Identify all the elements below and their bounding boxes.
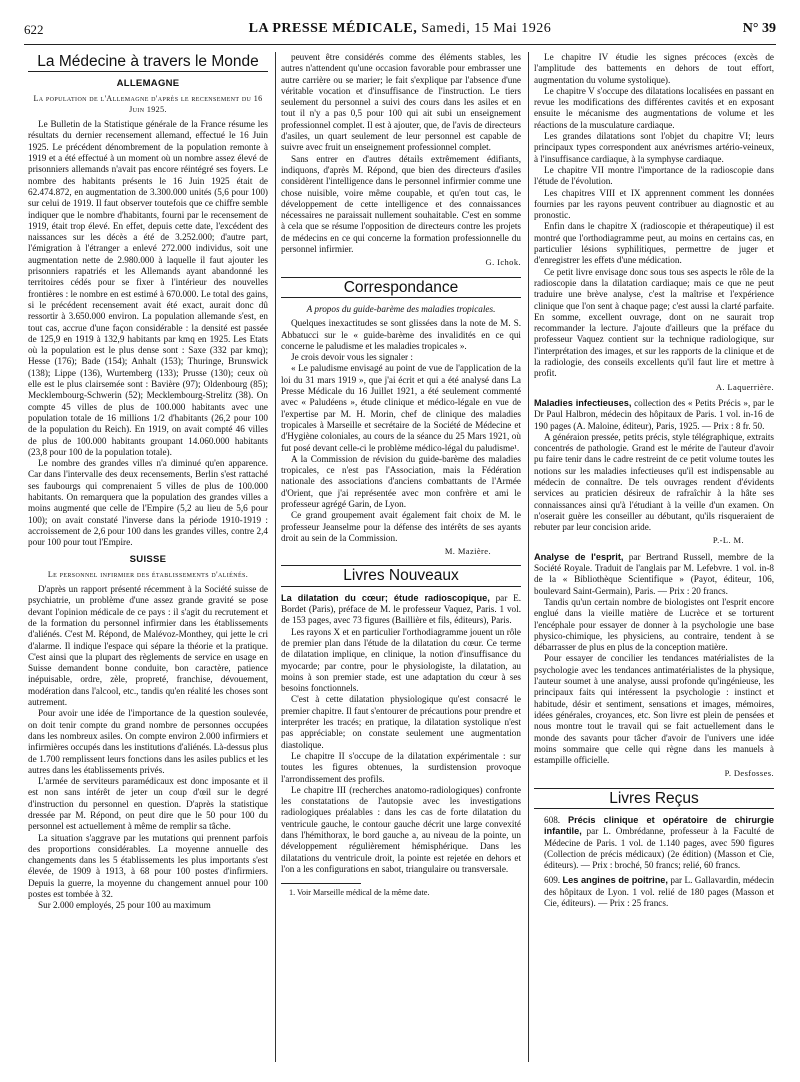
signature: A. Laquerrière.: [715, 381, 774, 392]
signature: P.-L. M.: [712, 535, 744, 546]
paragraph: Tandis qu'un certain nombre de biologistes ont l'esprit encore englué dans la vieille matière de Lucrèce et se torturent l'encéphale pour essayer de donner à la psychologie une base physico-chimique, les physiciens, au contraire, tendent à se débarrasser de plus en plus de la conception matière.: [534, 596, 774, 653]
correspondance-subtitle: A propos du guide-barème des maladies tropicales.: [306, 303, 496, 314]
paragraph: D'après un rapport présenté récemment à la Société suisse de psychiatrie, un problème d'une assez grande gravité se pose devant l'opinion médicale de ce pays : il s'agit du recrutement et de la formation du personnel infirmier dans les établissements d'aliénés. C'est M. Répond, de Malévoz-Monthey, qui jette le cri d'alarme. Il indique l'espace qui sépare la théorie et la pratique. C'est ainsi que la plupart des règlements de service en usage en Suisse demandent bonne conduite, bon caractère, patience inépuisable, ordre, zèle, propreté, franchise, dévouement, modération dans l'alcool, etc., tandis qu'en réalité les choses sont autrement.: [28, 584, 268, 708]
footnote-rule: [281, 883, 361, 884]
paragraph: Le chapitre VII montre l'importance de la radioscopie dans l'étude de l'évolution.: [534, 164, 774, 187]
item-number: 609.: [544, 875, 561, 886]
paragraph: Quelques inexactitudes se sont glissées dans la note de M. S. Abbatucci sur le « guide-barème des invalidités en ce qui concerne le paludisme et les maladies tropicales ».: [281, 318, 521, 351]
heading-allemagne: ALLEMAGNE: [116, 78, 180, 90]
review-title: Maladies infectieuses,: [534, 397, 632, 408]
section-title-livres-nouveaux: Livres Nouveaux: [281, 565, 521, 586]
journal-name: LA PRESSE MÉDICALE,: [248, 21, 418, 36]
paragraph: Sans entrer en d'autres détails extrêmement édifiants, indiquons, d'après M. Répond, que bien des directeurs d'asiles considèrent l'intelligence dans le personnel infirmier comme une chose nuisible, voire même coupable, et qu'en tout cas, le développement de cette intelligence et des connaissances nécessaires ne paraissait nullement souhaitable. C'est en somme à cela que se résume l'opposition de directeurs contre les projets de médecins en ce qui concerne la formation professionnelle du personnel infirmier.: [281, 153, 521, 255]
signature: M. Mazière.: [444, 546, 491, 557]
subheading-suisse: Le personnel infirmier des établissements d'aliénés.: [47, 569, 249, 579]
column-divider: [275, 52, 276, 1062]
item-details: par L. Ombrédanne, professeur à la Faculté de Médecine de Paris. 1 vol. de 1.140 pages, avec 590 figures (Collection de précis médicaux) (2e édition) (Masson et Cie, éditeurs). — Prix : broché, 50 francs; relié, 60 francs.: [544, 826, 774, 871]
review-heading: [534, 398, 774, 432]
review-author: par E. Bordet (Paris), préface de M. le professeur Vaquez, Paris. 1 vol. de 153 pages, avec 73 figures (Baillière et fils, éditeurs), Paris.: [281, 592, 522, 626]
paragraph: Ce grand groupement avait également fait choix de M. le professeur Jeanselme pour la défense des intérêts de ses ayants droit au sein de la Commission.: [281, 510, 521, 543]
paragraph: Le chapitre II s'occupe de la dilatation expérimentale : sur toutes les figures obtenues, la surdistension provoque l'arrondissement des profils.: [281, 750, 521, 784]
paragraph: Les rayons X et en particulier l'orthodiagramme jouent un rôle de premier plan dans l'étude de la dilatation du cœur. Ce terme de dilatation implique, en clinique, la notion d'insuffisance du myocarde; par contre, pour le physiologiste, la dilatation, au moins à son premier stade, est une adaptation du cœur à ses besoins fonctionnels.: [281, 626, 521, 694]
column-3: [534, 52, 774, 909]
list-item: [534, 875, 774, 909]
item-details: par L. Gallavardin, médecin des hôpitaux de Lyon. 1 vol. relié de 180 pages (Masson et Cie, éditeurs). — Prix : 25 francs.: [544, 875, 774, 909]
paragraph: L'armée de serviteurs paramédicaux est donc imposante et il est non sans intérêt de jeter un coup d'œil sur le degré d'instruction du personnel en question. D'après la statistique dressée par M. Répond, on peut dire que le 50 pour 100 du personnel est actuellement à même de remplir sa tâche.: [28, 776, 268, 832]
section-title-livres-recus: Livres Reçus: [534, 788, 774, 809]
paragraph: Le chapitre IV étudie les signes précoces (excès de l'amplitude des battements en dehors de tout effort, augmentation du volume systolique).: [534, 52, 774, 85]
paragraph: Le Bulletin de la Statistique générale de la France résume les résultats du dernier recensement allemand, effectué le 16 Juin 1925. Le précédent dénombrement de la population remonte à 1919 et a été effectué à un moment où un nombre assez élevé de prisonniers allemands n'avait pas encore réintégré ses foyers. Le nombre des habitants présents le 16 Juin 1925 était de 62.474.872, en augmentation de 3.300.000 unités (5,6 pour 100) sur celui de 1919. Il faut observer toutefois que ce chiffre semble indiquer que le nombre d'habitants, fourni par le recensement de 1919, était trop élevé. En effet, depuis cette date, l'excédent des naissances sur les décès a été de 3.252.000; d'autre part, l'émigration à l'étranger a enlevé 272.000 individus, soit une augmentation nette de 2.980.000 à laquelle il faut ajouter les prisonniers rapatriés et les Allemands ayant abandonné les territoires cédés pour se fixer à l'intérieur des nouvelles frontières : le nombre en est estimé à 670.000. Le total des gains, si le précédent recensement avait été exact, aurait donc dû ressortir à 3.650.000 environ. La population allemande s'est, en tout cas, accrue d'une façon considérable : la densité est passée de 125,9 en 1919 à 132,9 habitants par kmq en 1925. Les Etats où la population est le plus dense sont : Saxe (332 par kmq); Hesse (176); Bade (154); Anhalt (153); Thuringe, Brunswick (138); Lippe (136), Wurtemberg (133); Prusse (130); ceux où elle est le plus clairsemée sont : Bavière (97); Oldenbourg (85); Mecklembourg-Schwerin (52); Mecklembourg-Strelitz (38). On compte 45 villes de plus de 100.000 habitants avec une population totale de 16 millions 1/2 d'habitants (26,2 pour 100 de la population du Reich). En 1919, on avait compté 46 villes de plus de 100.000 habitants groupant 14.060.000 habitants (23,8 pour 100 de la population totale).: [28, 119, 268, 457]
paragraph: Ce petit livre envisage donc sous tous ses aspects le rôle de la radioscopie dans la dilatation cardiaque; mais ce que ne peut traduire une brève analyse, c'est la maîtrise et l'expérience clinique que l'on sent à chaque page; c'est aussi la clarté parfaite. En somme, excellent ouvrage, dont on ne saurait trop recommander la lecture. J'ajoute d'ailleurs que la préface du professeur Vaquez contient sur la technique radiologique, sur l'interprétation des images, et sur les rapports de la clinique et de la radiologie, des conseils excellents qu'il faut lire et mettre à profit.: [534, 266, 774, 379]
list-item: [534, 815, 774, 871]
review-heading: [534, 552, 774, 597]
heading-suisse: SUISSE: [129, 554, 167, 566]
column-2: [281, 52, 521, 898]
paragraph: Pour essayer de concilier les tendances matérialistes de la psychologie avec les tendances antimatérialistes de la physique, l'auteur soumet à une analyse, aussi profonde qu'ingénieuse, les principaux faits qui intéressent la psychologie : instinct et habitude, désir et sentiment, sensations et images, mémoires, idées générales, croyances, etc. Son livre est plein de pensées et nous montre tout le travail qui se fait actuellement dans le monde des savants pour tâcher d'avoir de l'univers une idée moins sommaire que celle qui règne dans les manuels à estampille officielle.: [534, 653, 774, 766]
paragraph: « Le paludisme envisagé au point de vue de l'application de la loi du 31 mars 1919 », que j'ai écrit et qui a été analysé dans La Presse Médicale du 16 Juillet 1921, a été seulement commenté avec « Paludéens », étude clinique et médico-légale en vue de l'expertise par M. H. Morin, chef de clinique des maladies tropicales à Marseille et secrétaire de la Société de Médecine et d'Hygiène coloniales, au cours de la séance du 25 Mars 1921, où fut posé devant celle-ci le problème médico-légal du paludisme¹.: [281, 363, 521, 453]
section-title-medecine: La Médecine à travers le Monde: [28, 56, 268, 72]
review-title: Analyse de l'esprit,: [534, 551, 624, 562]
paragraph: Sur 2.000 employés, 25 pour 100 au maximum: [38, 900, 211, 911]
paragraph: A généraion pressée, petits précis, style télégraphique, extraits concentrés de pathologie. Grand est le mérite de l'auteur d'avoir pu faire tenir dans le cadre restreint de ce petit volume toutes les notions sur les maladies infectieuses qu'il est indispensable au médecin de connaître. De tels ouvrages rendent d'évidents services au praticien désireux de rafraîchir à la hâte ses connaissances ainsi qu'à l'étudiant à la veille d'un examen. On n'oserait guère les conseiller au débutant, qu'ils risqueraient de rebuter par leur concision aride.: [534, 431, 774, 533]
item-number: 608.: [544, 815, 561, 825]
paragraph: peuvent être considérés comme des éléments stables, les autres n'attendent qu'une occasion favorable pour embrasser une autre carrière ou se marier; le fait s'explique par l'absence d'une véritable vocation et d'insuffisance de l'instruction. Le tiers seulement du personnel a suivi des cours dans les asiles et en tout il n'y a pas 0,5 pour 100 qui ait subi un enseignement professionnel complet. Il est à ajouter, que, de l'avis de directeurs d'asiles, un quart seulement de leur personnel est capable de suivre avec fruit un enseignement professionnel complet.: [281, 52, 521, 153]
paragraph: Les grandes dilatations sont l'objet du chapitre VI; leurs principaux types correspondent aux anévrismes artério-veineux, à l'insuffisance cardiaque, à la symphyse cardiaque.: [534, 131, 774, 164]
paragraph: Le chapitre III (recherches anatomo-radiologiques) confronte les constatations de l'autopsie avec les investigations radiologiques préalables : dans les cas de forte dilatation du ventricule gauche, le contour gauche décrit une large convexité dans l'hémithorax, le bord gauche a, au niveau de la pointe, un développement régulièrement hémisphérique. Dans les dilatations du ventricule droit, la pointe est rejetée en dehors et l'on a les configurations en sabot, triangulaire ou transversale.: [281, 784, 521, 874]
footnote: 1. Voir Marseille médical de la même date.: [289, 888, 430, 898]
column-1: [28, 52, 268, 912]
paragraph: Le nombre des grandes villes n'a diminué qu'en apparence. Car dans l'intervalle des deux recensements, Berlin s'est rattaché ses faubourgs qui comprenaient 5 villes de plus de 100.000 habitants. On remarquera que la population des grandes villes a moins augmenté que celle de l'Empire (5,2 au lieu de 5,6 pour 100); on avait constaté l'inverse dans la période 1910-1919 : accroissement de 2,6 pour 100 dans les grandes villes, contre 2,4 pour 100 pour tout l'Empire.: [28, 458, 268, 548]
item-title: Les angines de poitrine,: [562, 875, 668, 886]
page-number: 622: [24, 22, 44, 37]
signature: G. Ichok.: [485, 257, 521, 268]
section-title-correspondance: Correspondance: [281, 277, 521, 298]
paragraph: Pour avoir une idée de l'importance de la question soulevée, on doit tenir compte du grand nombre de personnes occupées dans les nombreux asiles. On compte environ 2.000 infirmiers et infirmières occupés dans les institutions d'aliénés. Là-dessus plus de 1.700 remplissent leurs fonctions dans les asiles publics et les autres dans les établissements privés.: [28, 708, 268, 775]
paragraph: Enfin dans le chapitre X (radioscopie et thérapeutique) il est montré que l'orthodiagramme peut, au moins en certains cas, en particulier lésions syphilitiques, permettre de juger et d'enregistrer les effets d'une médication.: [534, 221, 774, 266]
signature: P. Desfosses.: [724, 768, 774, 779]
review-heading: [281, 593, 521, 627]
page-header: [24, 18, 776, 42]
paragraph: Les chapitres VIII et IX apprennent comment les données fournies par les rayons peuvent contribuer au diagnostic et au pronostic.: [534, 187, 774, 221]
paragraph: A la Commission de révision du guide-barème des maladies tropicales, ce n'est pas l'Association, mais la Fédération nationale des associations d'anciens combattants de l'Armée d'Orient, que j'ai représentée avec mon confrère et ami le professeur agrégé Garin, de Lyon.: [281, 453, 521, 509]
header-rule: [24, 44, 776, 45]
review-author: collection des « Petits Précis », par le Dr Paul Halbron, médecin des hôpitaux de Paris. 1 vol. in-16 de 190 pages (A. Maloine, éditeur), Paris, 1925. — Prix : 8 fr. 50.: [534, 397, 774, 431]
issue-date: Samedi, 15 Mai 1926: [417, 21, 552, 36]
paragraph: Le chapitre V s'occupe des dilatations localisées en passant en revue les modifications des différentes cavités et en exposant ensuite le mécanisme des augmentations de volume et les réactions de la musculature cardiaque.: [534, 85, 774, 130]
paragraph: Je crois devoir vous les signaler :: [291, 352, 413, 363]
subheading-allemagne: La population de l'Allemagne d'après le recensement du 16 Juin 1925.: [33, 93, 263, 114]
issue-number: N° 39: [742, 21, 776, 36]
journal-title: [24, 21, 776, 37]
item-title: Précis clinique et opératoire de chirurgie infantile,: [544, 815, 774, 837]
paragraph: C'est à cette dilatation physiologique qu'est consacré le premier chapitre. Il faut s'entourer de précautions pour prendre et interpréter les tracés; en pratique, la dilatation systolique n'est pas appréciable; on constate seulement une augmentation diastolique.: [281, 694, 521, 750]
paragraph: La situation s'aggrave par les mutations qui prennent parfois des proportions considérables. La moyenne annuelle des changements dans les 5 établissements les plus importants s'est élevée, de 1909 à 1913, à 68 pour 100 postes d'infirmiers. Depuis la guerre, la moyenne du changement annuel pour 100 postes est tombée à 32.: [28, 832, 268, 900]
review-title: La dilatation du cœur; étude radioscopique,: [281, 592, 490, 603]
review-author: par Bertrand Russell, membre de la Société Royale. Traduit de l'anglais par M. Lefebvre. 1 vol. in-8 de la « Bibliothèque Scientifique » (Payot, éditeur, 106, boulevard Saint-Germain), Paris. — Prix : 20 francs.: [534, 551, 775, 596]
column-divider: [528, 52, 529, 1062]
